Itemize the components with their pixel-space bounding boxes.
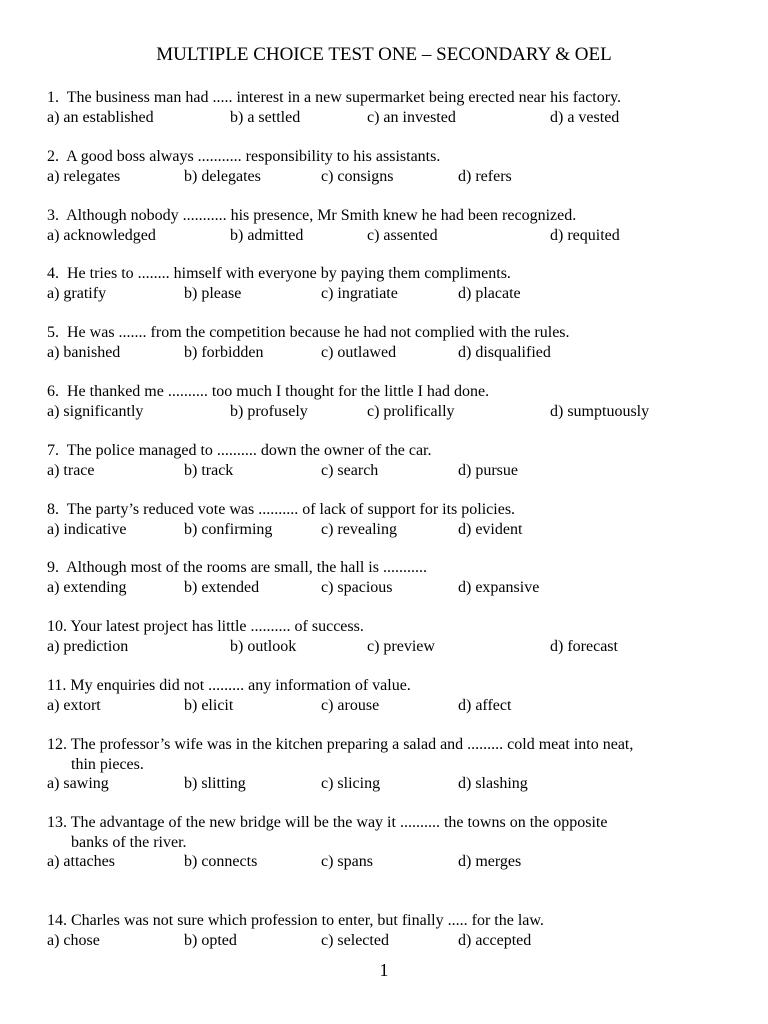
question-10 (47, 617, 737, 656)
answer-option-d: d) slashing (458, 775, 528, 792)
question-stem (47, 813, 737, 852)
question-stem (47, 382, 737, 402)
question-number: 6. (47, 383, 59, 400)
answer-options (47, 108, 737, 128)
question-stem (47, 676, 737, 696)
answer-options (47, 852, 737, 872)
question-text: The police managed to .......... down the owner of the car. (66, 442, 432, 459)
question-11 (47, 676, 737, 715)
answer-option-a: a) relegates (47, 167, 121, 185)
answer-options (47, 343, 737, 363)
question-3 (47, 206, 737, 245)
answer-option-b: b) opted (184, 931, 237, 949)
answer-option-b: b) connects (184, 853, 258, 870)
question-stem (47, 558, 737, 578)
answer-option-a: a) sawing (47, 775, 109, 792)
answer-option-d: d) expansive (458, 578, 540, 596)
question-4 (47, 264, 737, 303)
question-stem (47, 147, 737, 167)
answer-options (47, 520, 737, 540)
answer-option-b: b) extended (184, 578, 260, 596)
answer-options (47, 167, 737, 187)
answer-options (47, 637, 737, 657)
answer-option-c: c) spans (321, 853, 373, 870)
question-number: 10. (47, 618, 67, 635)
question-number: 9. (47, 559, 59, 576)
question-text: Although nobody ........... his presence, Mr Smith knew he had been recognized. (66, 207, 577, 224)
question-2 (47, 147, 737, 186)
question-stem (47, 735, 737, 774)
answer-option-d: d) placate (458, 284, 521, 302)
answer-option-b: b) forbidden (184, 343, 264, 361)
answer-option-c: c) prolifically (367, 402, 455, 420)
question-stem (47, 911, 737, 931)
question-stem (47, 617, 737, 637)
question-text: Your latest project has little .......... of success. (70, 618, 364, 635)
answer-option-c: c) arouse (321, 696, 380, 714)
answer-option-d: d) disqualified (458, 343, 551, 361)
answer-option-a: a) extending (47, 578, 127, 596)
answer-options (47, 226, 737, 246)
question-stem (47, 500, 737, 520)
answer-option-c: c) preview (367, 637, 435, 655)
answer-options (47, 931, 737, 951)
answer-option-b: b) slitting (184, 775, 246, 792)
answer-option-c: c) slicing (321, 775, 381, 792)
answer-option-d: d) accepted (458, 931, 532, 949)
question-text: The business man had ..... interest in a new supermarket being erected near his factory. (66, 89, 622, 106)
answer-option-b: b) a settled (230, 108, 301, 126)
answer-option-c: c) search (321, 461, 379, 479)
question-number: 13. (47, 814, 67, 831)
answer-option-b: b) please (184, 284, 242, 302)
answer-options (47, 461, 737, 481)
question-text: My enquiries did not ......... any information of value. (70, 677, 411, 694)
question-number: 5. (47, 324, 59, 341)
question-stem (47, 323, 737, 343)
answer-option-c: c) outlawed (321, 343, 397, 361)
question-text: He tries to ........ himself with everyone by paying them compliments. (67, 265, 511, 282)
answer-option-d: d) evident (458, 520, 523, 538)
answer-option-b: b) confirming (184, 520, 273, 538)
answer-option-d: d) refers (458, 167, 512, 185)
answer-option-d: d) merges (458, 853, 522, 870)
answer-option-c: c) ingratiate (321, 284, 398, 302)
answer-option-b: b) profusely (230, 402, 308, 420)
question-stem (47, 206, 737, 226)
answer-option-c: c) an invested (367, 108, 456, 126)
answer-options (47, 402, 737, 422)
question-14 (47, 911, 737, 950)
answer-option-b: b) outlook (230, 637, 297, 655)
question-number: 12. (47, 736, 67, 753)
question-number: 1. (47, 89, 59, 106)
answer-option-d: d) affect (458, 696, 512, 714)
answer-option-a: a) banished (47, 343, 121, 361)
answer-option-a: a) significantly (47, 402, 144, 420)
page-number: 1 (379, 960, 389, 980)
question-5 (47, 323, 737, 362)
question-text-continued: thin pieces. (71, 755, 144, 773)
question-number: 11. (47, 677, 67, 694)
answer-option-a: a) gratify (47, 284, 107, 302)
answer-option-c: c) spacious (321, 578, 393, 596)
answer-option-b: b) elicit (184, 696, 234, 714)
question-text: A good boss always ........... responsibility to his assistants. (66, 148, 441, 165)
question-number: 4. (47, 265, 59, 282)
answer-option-c: c) revealing (321, 520, 397, 538)
question-13 (47, 813, 737, 872)
answer-options (47, 578, 737, 598)
answer-option-a: a) indicative (47, 520, 127, 538)
question-text: Charles was not sure which profession to enter, but finally ..... for the law. (71, 912, 544, 929)
question-text: He was ....... from the competition because he had not complied with the rules. (67, 324, 570, 341)
question-text: The professor’s wife was in the kitchen preparing a salad and ......... cold meat into neat, (70, 736, 634, 753)
answer-option-a: a) acknowledged (47, 226, 156, 244)
question-stem (47, 441, 737, 461)
answer-option-c: c) consigns (321, 167, 394, 185)
question-text: The party’s reduced vote was .......... of lack of support for its policies. (66, 501, 516, 518)
question-number: 8. (47, 501, 59, 518)
page-title: MULTIPLE CHOICE TEST ONE – SECONDARY & OEL (156, 44, 612, 65)
question-text: He thanked me .......... too much I thought for the little I had done. (67, 383, 490, 400)
answer-options (47, 696, 737, 716)
answer-option-b: b) delegates (184, 167, 261, 185)
answer-options (47, 774, 737, 794)
question-number: 2. (47, 148, 59, 165)
answer-option-c: c) assented (367, 226, 438, 244)
question-stem (47, 88, 737, 108)
answer-option-d: d) forecast (550, 637, 618, 655)
answer-option-a: a) an established (47, 108, 154, 126)
answer-option-a: a) trace (47, 461, 95, 479)
question-7 (47, 441, 737, 480)
answer-option-d: d) requited (550, 226, 620, 244)
question-1 (47, 88, 737, 127)
question-9 (47, 558, 737, 597)
answer-option-a: a) chose (47, 931, 100, 949)
answer-options (47, 284, 737, 304)
question-number: 7. (47, 442, 59, 459)
question-12 (47, 735, 737, 794)
question-6 (47, 382, 737, 421)
question-stem (47, 264, 737, 284)
answer-option-d: d) pursue (458, 461, 518, 479)
question-text: The advantage of the new bridge will be the way it .......... the towns on the opposite (70, 814, 608, 831)
answer-option-d: d) sumptuously (550, 402, 650, 420)
answer-option-a: a) attaches (47, 853, 115, 870)
answer-option-a: a) extort (47, 696, 101, 714)
answer-option-a: a) prediction (47, 637, 129, 655)
answer-option-d: d) a vested (550, 108, 620, 126)
question-text-continued: banks of the river. (71, 833, 187, 851)
answer-option-b: b) admitted (230, 226, 304, 244)
answer-option-c: c) selected (321, 931, 389, 949)
question-number: 14. (47, 912, 67, 929)
question-8 (47, 500, 737, 539)
question-text: Although most of the rooms are small, the hall is ........... (66, 559, 427, 576)
question-number: 3. (47, 207, 59, 224)
answer-option-b: b) track (184, 461, 234, 479)
